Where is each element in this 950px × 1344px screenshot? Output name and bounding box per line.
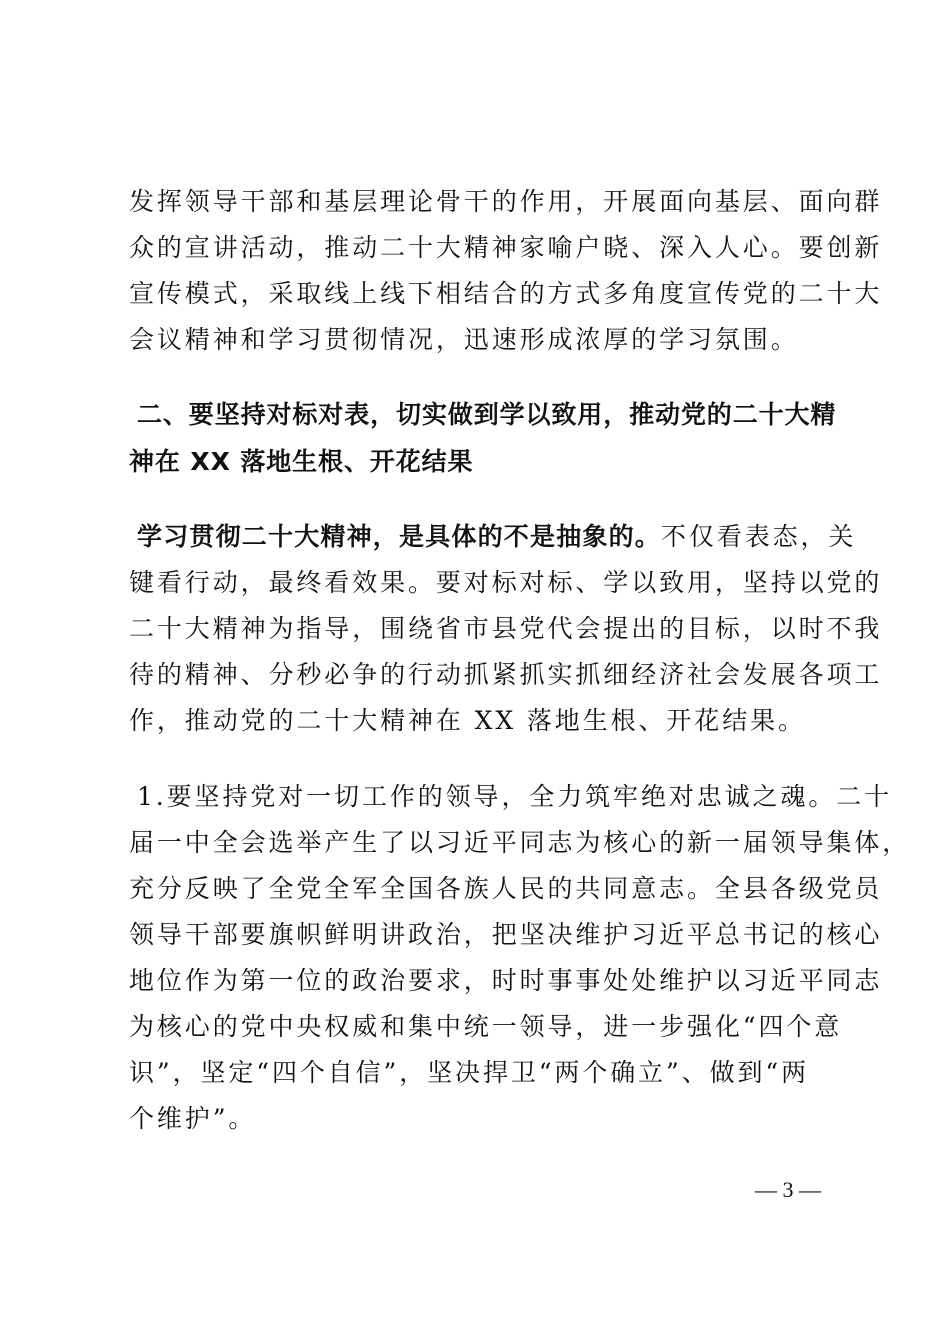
page-number: — 3 — <box>755 1177 821 1202</box>
paragraph-line: 1.要坚持党对一切工作的领导，全力筑牢绝对忠诚之魂。二十 <box>137 782 893 811</box>
paragraph-line: 作，推动党的二十大精神在 XX 落地生根、开花结果。 <box>129 706 806 735</box>
paragraph-line: 键看行动，最终看效果。要对标对标、学以致用，坚持以党的 <box>129 568 883 597</box>
paragraph-line: 届一中全会选举产生了以习近平同志为核心的新一届领导集体， <box>129 828 911 857</box>
paragraph-line: 众的宣讲活动，推动二十大精神家喻户晓、深入人心。要创新 <box>129 233 883 262</box>
lead-sentence-rest: 不仅看表态，关 <box>661 522 857 551</box>
paragraph-line: 待的精神、分秒必争的行动抓紧抓实抓细经济社会发展各项工 <box>129 660 883 689</box>
paragraph-line: 识”，坚定“四个自信”，坚决捍卫“两个确立”、做到“两 <box>129 1058 809 1087</box>
paragraph-line: 会议精神和学习贯彻情况，迅速形成浓厚的学习氛围。 <box>129 325 799 354</box>
paragraph-line: 二十大精神为指导，围绕省市县党代会提出的目标，以时不我 <box>129 614 883 643</box>
paragraph-line: 为核心的党中央权威和集中统一领导，进一步强化“四个意 <box>129 1012 843 1041</box>
paragraph-line: 个维护”。 <box>129 1104 257 1133</box>
paragraph-line: 宣传模式，采取线上线下相结合的方式多角度宣传党的二十大 <box>129 279 883 308</box>
paragraph-line <box>137 514 857 560</box>
paragraph-line: 领导干部要旗帜鲜明讲政治，把坚决维护习近平总书记的核心 <box>129 920 883 949</box>
section-heading-line: 神在 XX 落地生根、开花结果 <box>129 447 474 476</box>
paragraph-line: 发挥领导干部和基层理论骨干的作用，开展面向基层、面向群 <box>129 187 883 216</box>
paragraph-line: 充分反映了全党全军全国各族人民的共同意志。全县各级党员 <box>129 874 883 903</box>
lead-sentence-bold: 学习贯彻二十大精神，是具体的不是抽象的。 <box>137 522 662 551</box>
section-heading-line: 二、要坚持对标对表，切实做到学以致用，推动党的二十大精 <box>137 400 837 429</box>
paragraph-line: 地位作为第一位的政治要求，时时事事处处维护以习近平同志 <box>129 966 883 995</box>
